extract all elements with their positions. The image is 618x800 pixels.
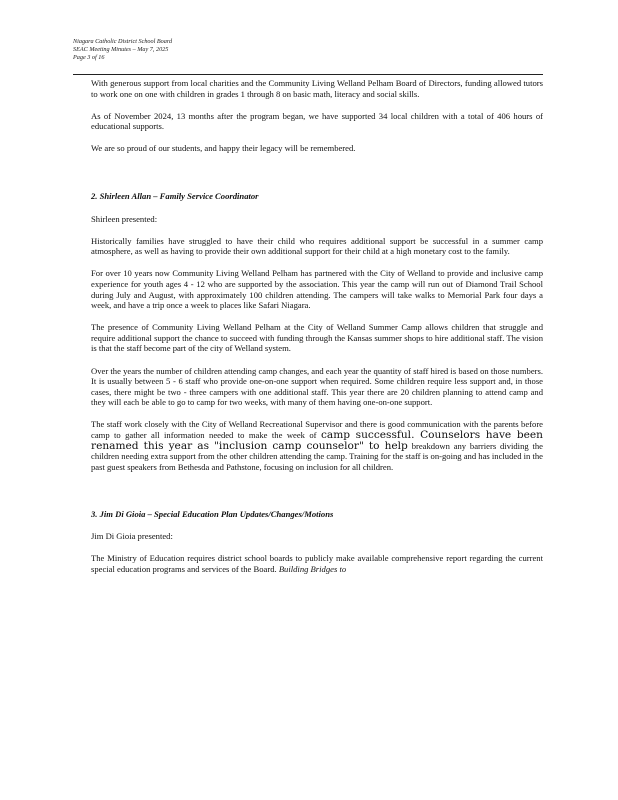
paragraph: Over the years the number of children attending camp changes, and each year the quantity of staff hired is based on those numbers. It is usually between 5 - 6 staff who provide one-on-one support when required. Some children require less support and, in those cases, there might be two - three campers with one additional staff. This year there are 20 children planning to attend camp and they will each be able to go to camp for two weeks, with many of them having one-on-one support. <box>91 365 543 408</box>
paragraph-part-large: camp successful. Counselors have been renamed this year as "inclusion camp counselor" to help <box>91 428 543 452</box>
paragraph: We are so proud of our students, and happy their legacy will be remembered. <box>91 143 356 154</box>
document-body <box>91 78 543 586</box>
spacer <box>91 165 543 191</box>
paragraph-part: breakdown any barriers dividing the children needing extra support from the other children attending the camp. Training for the staff is on-going and has included in the past guest speakers from Bethesda and Pathstone, focusing on inclusion for all children. <box>91 440 543 472</box>
presenter-intro: Shirleen presented: <box>91 213 158 224</box>
paragraph: With generous support from local charities and the Community Living Welland Pelham Board of Directors, funding allowed tutors to work one on one with children in grades 1 through 8 on basic math, literacy and social skills. <box>91 78 543 99</box>
paragraph: For over 10 years now Community Living Welland Pelham has partnered with the City of Welland to provide and inclusive camp experience for youth ages 4 - 12 who are supported by the association. This year the camp will run out of Diamond Trail School during July and August, with approximately 100 children attending. The campers will take walks to Memorial Park four days a week, and have a trip once a week to places like Safari Niagara. <box>91 268 543 311</box>
section-heading-3: 3. Jim Di Gioia – Special Education Plan Updates/Changes/Motions <box>91 508 334 519</box>
header-rule <box>73 74 543 75</box>
header-meeting-title: SEAC Meeting Minutes – May 7, 2025 <box>73 45 169 53</box>
header-page-number: Page 3 of 16 <box>73 53 105 61</box>
section-heading-2: 2. Shirleen Allan – Family Service Coordinator <box>91 191 259 202</box>
document-title-italic: Building Bridges to <box>278 563 347 574</box>
page-header <box>73 38 172 61</box>
paragraph-part: The staff work closely with the City of Welland Recreational Supervisor and there is good communication with the parents before camp to gather all information needed to make the week of <box>91 419 543 440</box>
presenter-intro: Jim Di Gioia presented: <box>91 530 173 541</box>
paragraph: As of November 2024, 13 months after the program began, we have supported 34 local children with a total of 406 hours of educational supports. <box>91 110 543 132</box>
paragraph-mixed <box>91 553 543 574</box>
paragraph-part: The Ministry of Education requires district school boards to publicly make available comprehensive report regarding the current special education programs and services of the Board. <box>91 553 543 574</box>
header-board-name: Niagara Catholic District School Board <box>73 38 173 45</box>
spacer <box>91 484 543 509</box>
paragraph: The presence of Community Living Welland Pelham at the City of Welland Summer Camp allows children that struggle and require additional support the chance to succeed with funding through the Kansas summer shops to hire additional staff. The vision is that the staff become part of the city of Welland system. <box>91 322 543 354</box>
paragraph: Historically families have struggled to have their child who requires additional support be successful in a summer camp atmosphere, as well as having to provide their own additional support for their child at a high monetary cost to the family. <box>91 235 543 257</box>
paragraph-mixed <box>91 419 543 472</box>
